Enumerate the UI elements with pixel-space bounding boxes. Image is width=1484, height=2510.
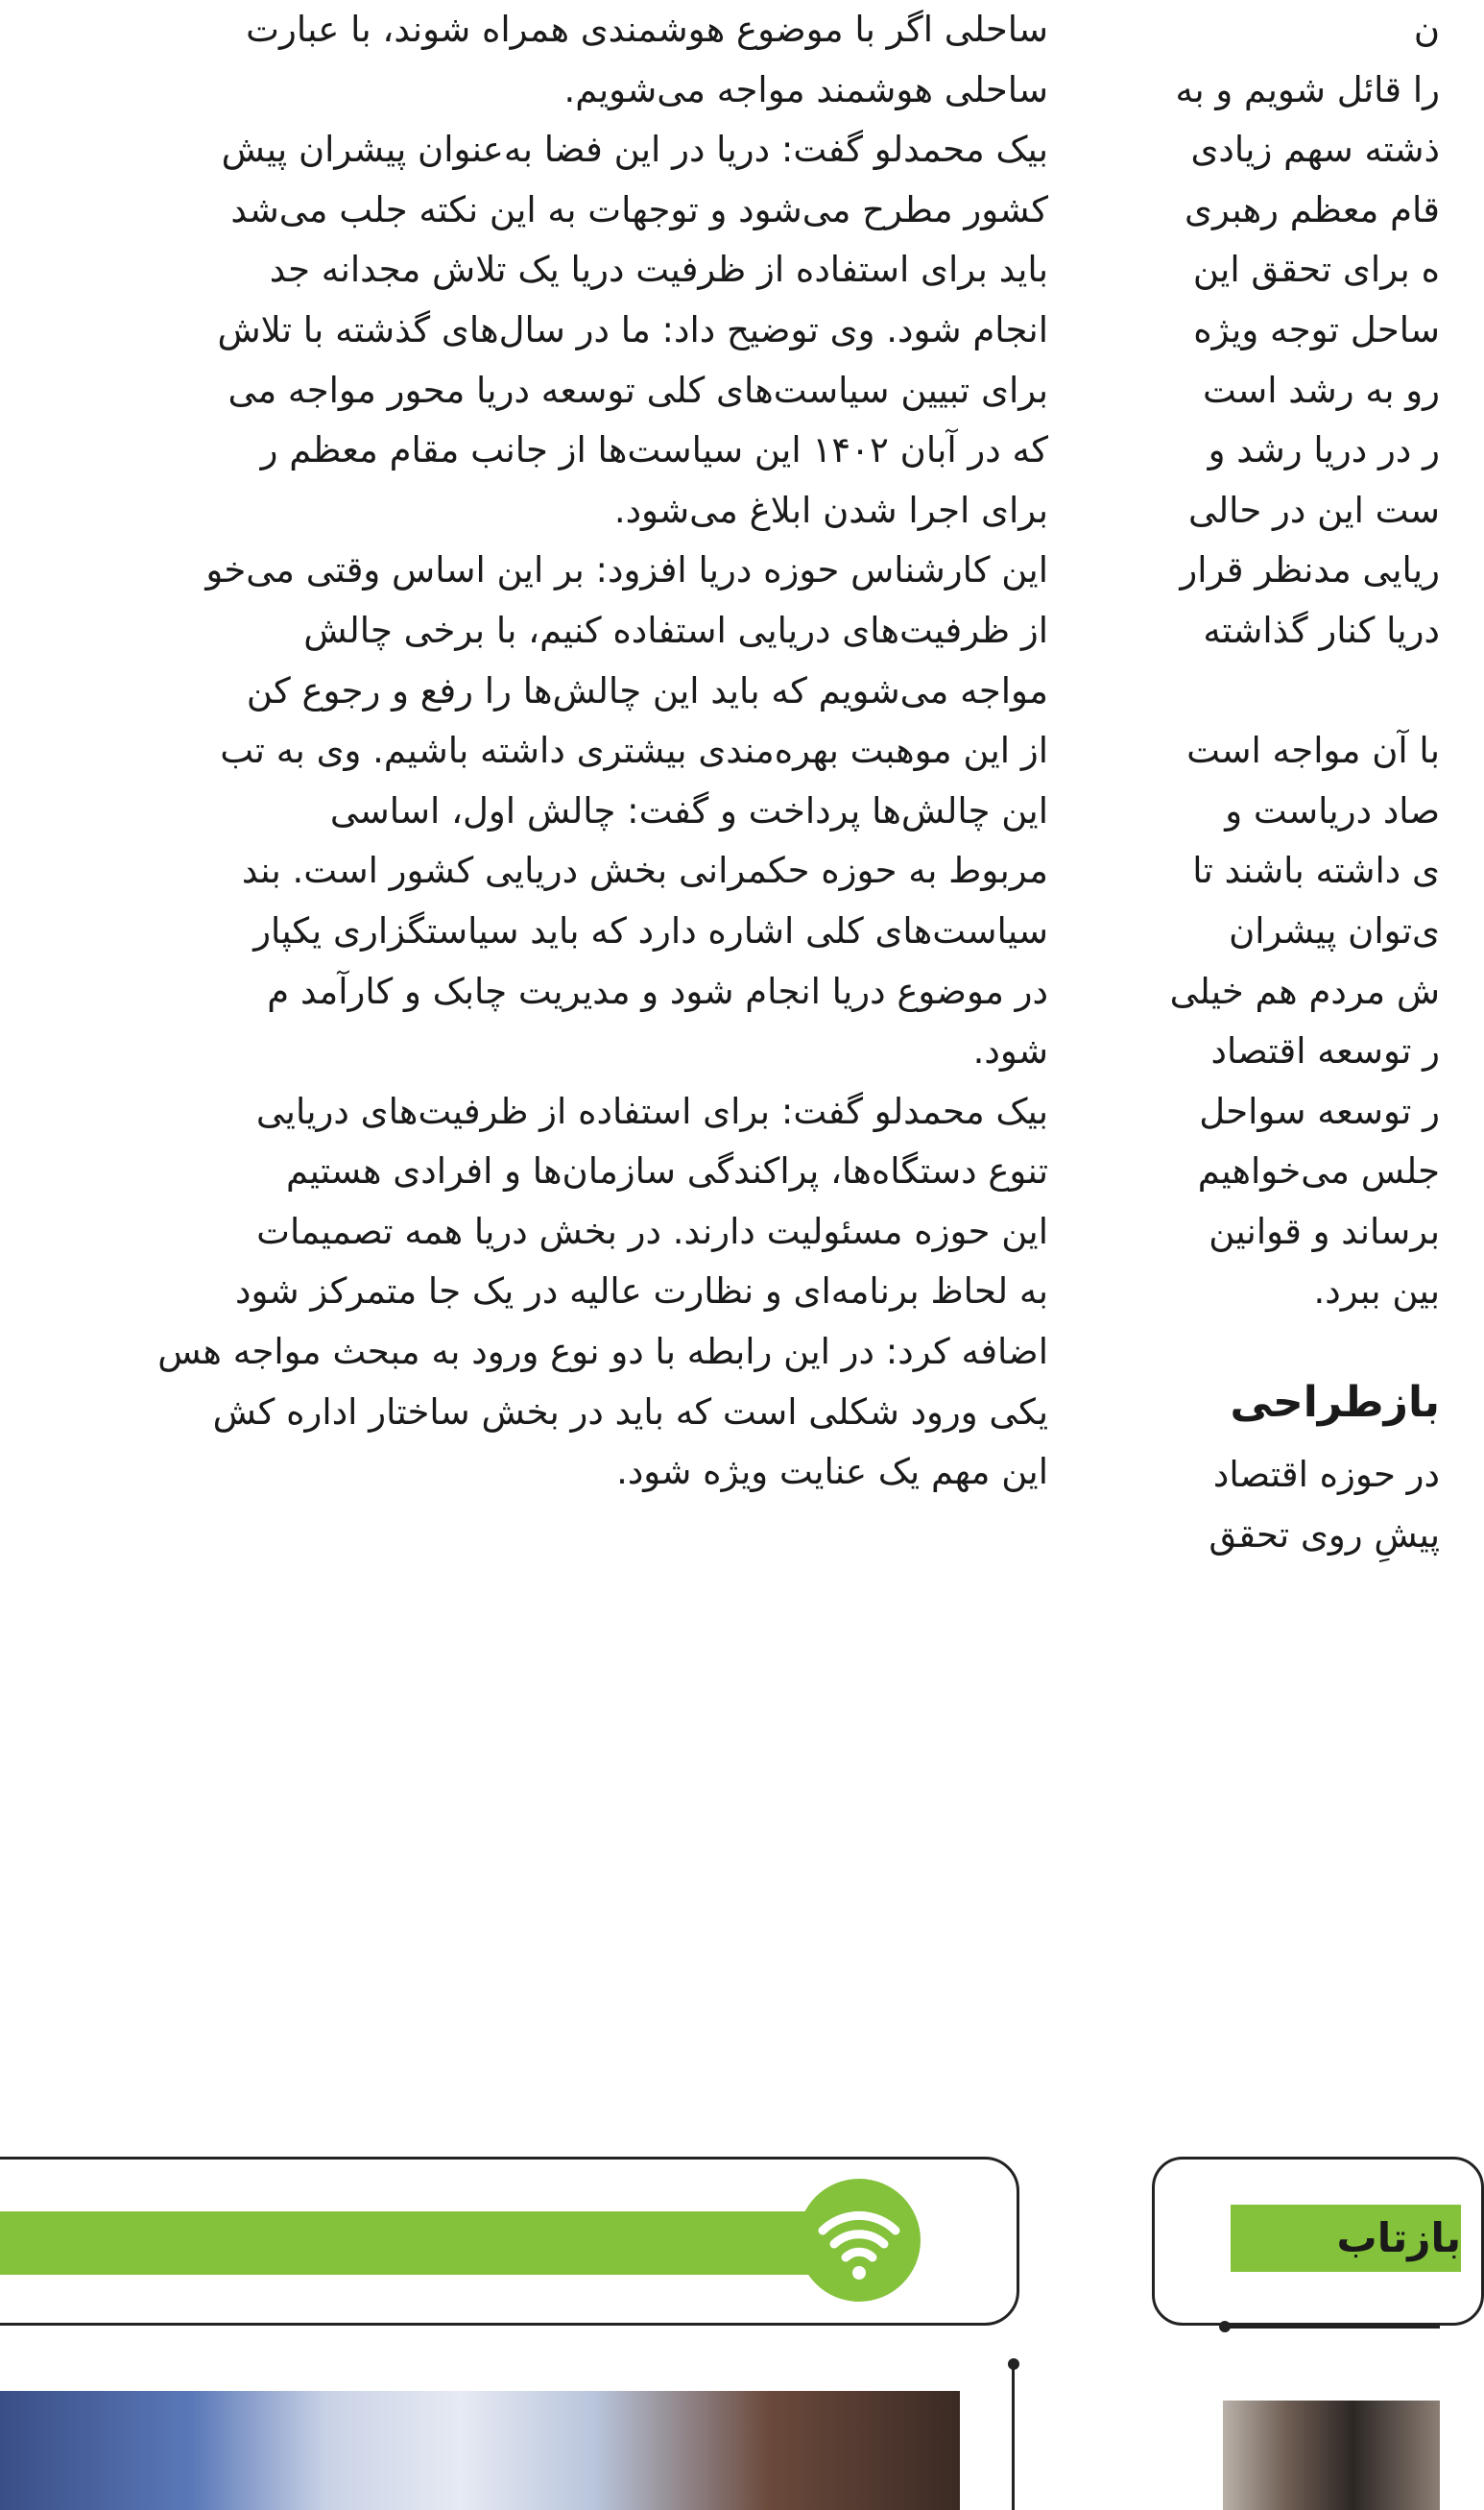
text-line: در حوزه اقتصاد [1212,1454,1440,1496]
wifi-icon [798,2179,921,2302]
divider-dot [1008,2358,1019,2370]
paragraph-3 [0,541,1048,1081]
text-line: ش مردم هم خیلی [1169,970,1440,1012]
text-line: باید برای استفاده از ظرفیت دریا یک تلاش مجدانه جد [269,249,1048,291]
side-article-column [1152,0,1440,1565]
section-tab-label: بازتاب [1231,2205,1461,2272]
text-line: با آن مواجه است [1186,730,1440,772]
text-line: که در آبان ۱۴۰۲ این سیاست‌ها از جانب مقام معظم ر [260,429,1048,471]
paragraph-4 [0,1082,1048,1503]
main-article-column [0,0,1048,1503]
text-line: ر توسعه اقتصاد [1210,1030,1440,1073]
text-line: ه برای تحقق این [1192,249,1440,291]
text-line: شود. [972,1030,1048,1073]
paragraph-gap [1152,662,1440,722]
text-line: ساحلی هوشمند مواجه می‌شویم. [563,68,1048,110]
text-line: از ظرفیت‌های دریایی استفاده کنیم، با برخی چالش [303,609,1048,651]
text-line: بیک محمدلو گفت: دریا در این فضا به‌عنوان پیشران پیش [221,129,1048,171]
column-divider [1012,2362,1015,2510]
section-rule [1225,2326,1440,2329]
text-line: دریا کنار گذاشته [1203,609,1440,651]
text-line: ن [1413,9,1440,50]
text-line: اضافه کرد: در این رابطه با دو نوع ورود به مبحث مواجه هس [157,1331,1048,1373]
text-line: ساحل توجه ویژه [1193,308,1440,350]
text-line: بیک محمدلو گفت: برای استفاده از ظرفیت‌های دریایی [255,1090,1048,1132]
text-line: برای اجرا شدن ابلاغ می‌شود. [613,489,1048,531]
text-line: ذشته سهم زیادی [1190,129,1440,171]
text-line: قام معظم رهبری [1185,188,1440,230]
text-line: این مهم یک عنایت ویژه شود. [616,1451,1048,1493]
section-heading: بازطراحی [1230,1378,1440,1428]
text-line: کشور مطرح می‌شود و توجهات به این نکته جلب می‌شد [230,188,1048,230]
text-line: از این موهبت بهره‌مندی بیشتری داشته باشیم. وی به تب [220,730,1048,772]
text-line: سیاست‌های کلی اشاره دارد که باید سیاستگزاری یکپار [253,909,1048,952]
banner-green-bar [0,2211,886,2275]
text-line: پیشِ روی تحقق [1209,1513,1440,1556]
side-photo [1223,2401,1440,2510]
text-line: این چالش‌ها پرداخت و گفت: چالش اول، اساسی [329,789,1048,832]
text-line: مواجه می‌شویم که باید این چالش‌ها را رفع و رجوع کن [246,669,1048,712]
section-banner [0,2157,1019,2326]
text-line: رو به رشد است [1202,369,1440,411]
paragraph-1 [0,0,1048,120]
text-line: ی داشته باشند تا [1192,850,1440,892]
text-line: این حوزه مسئولیت دارند. در بخش دریا همه تصمیمات [256,1210,1048,1252]
text-line: ریایی مدنظر قرار [1180,549,1440,591]
text-line: برساند و قوانین [1209,1210,1440,1252]
text-line: بین ببرد. [1313,1270,1440,1313]
text-line: ست این در حالی [1188,489,1440,531]
article-photo [0,2391,960,2510]
text-line: صاد دریاست و [1225,789,1440,832]
text-line: برای تبیین سیاست‌های کلی توسعه دریا محور مواجه می [227,369,1048,411]
text-line: در موضوع دریا انجام شود و مدیریت چابک و کارآمد م [267,970,1048,1012]
text-line: تنوع دستگاه‌ها، پراکندگی سازمان‌ها و افرادی هستیم [286,1150,1048,1193]
text-line: به لحاظ برنامه‌ای و نظارت عالیه در یک جا متمرکز شود [234,1270,1048,1313]
text-line: را قائل شویم و به [1175,68,1440,110]
text-line: یکی ورود شکلی است که باید در بخش ساختار اداره کش [212,1390,1048,1433]
text-line: جلس می‌خواهیم [1197,1150,1440,1193]
text-line: انجام شود. وی توضیح داد: ما در سال‌های گذشته با تلاش [217,308,1048,350]
text-line: مربوط به حوزه حکمرانی بخش دریایی کشور است. بند [241,850,1048,892]
text-line: ساحلی اگر با موضوع هوشمندی همراه شوند، با عبارت [246,9,1048,50]
text-line: ی‌توان پیشران [1229,909,1440,952]
paragraph-2 [0,120,1048,541]
text-line: این کارشناس حوزه دریا افزود: بر این اساس وقتی می‌خو [205,549,1048,591]
rule-dot [1219,2321,1231,2332]
text-line: ر توسعه سواحل [1199,1090,1440,1132]
text-line: ر در دریا رشد و [1208,429,1440,471]
